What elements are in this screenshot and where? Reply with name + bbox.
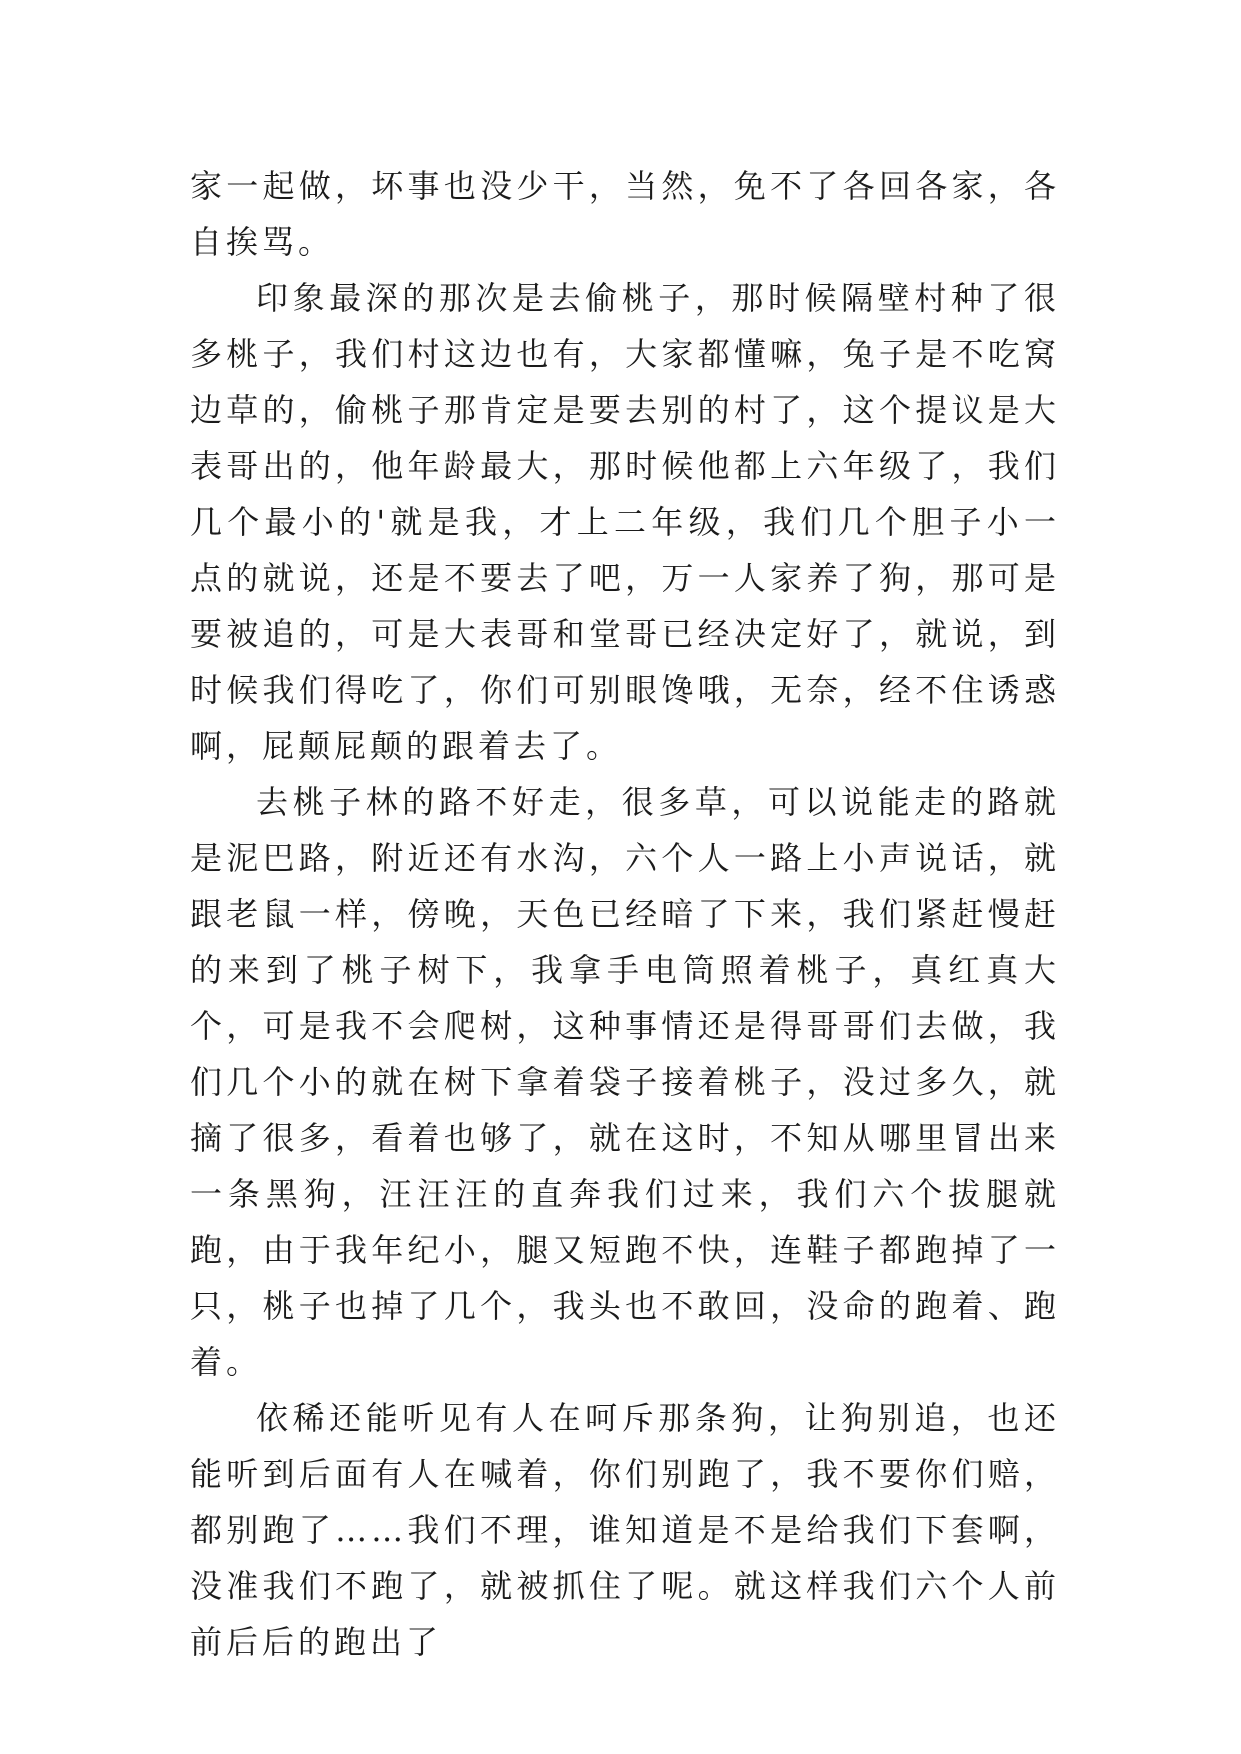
paragraph: 去桃子林的路不好走，很多草，可以说能走的路就是泥巴路，附近还有水沟，六个人一路上小声说话，就跟老鼠一样，傍晚，天色已经暗了下来，我们紧赶慢赶的来到了桃子树下，我拿手电筒照着桃子，真红真大个，可是我不会爬树，这种事情还是得哥哥们去做，我们几个小的就在树下拿着袋子接着桃子，没过多久，就摘了很多，看着也够了，就在这时，不知从哪里冒出来一条黑狗，汪汪汪的直奔我们过来，我们六个拔腿就跑，由于我年纪小，腿又短跑不快，连鞋子都跑掉了一只，桃子也掉了几个，我头也不敢回，没命的跑着、跑着。 (190, 783, 1060, 1381)
paragraph: 依稀还能听见有人在呵斥那条狗，让狗别追，也还能听到后面有人在喊着，你们别跑了，我不要你们赔，都别跑了……我们不理，谁知道是不是给我们下套啊，没准我们不跑了，就被抓住了呢。就这样我们六个人前前后后的跑出了 (190, 1399, 1060, 1661)
document-body (190, 158, 1060, 1670)
paragraph-continued: 家一起做，坏事也没少干，当然，免不了各回各家，各自挨骂。 (190, 167, 1060, 261)
paragraph: 印象最深的那次是去偷桃子，那时候隔壁村种了很多桃子，我们村这边也有，大家都懂嘛，兔子是不吃窝边草的，偷桃子那肯定是要去别的村了，这个提议是大表哥出的，他年龄最大，那时候他都上六年级了，我们几个最小的'就是我，才上二年级，我们几个胆子小一点的就说，还是不要去了吧，万一人家养了狗，那可是要被追的，可是大表哥和堂哥已经决定好了，就说，到时候我们得吃了，你们可别眼馋哦，无奈，经不住诱惑啊，屁颠屁颠的跟着去了。 (190, 279, 1060, 765)
